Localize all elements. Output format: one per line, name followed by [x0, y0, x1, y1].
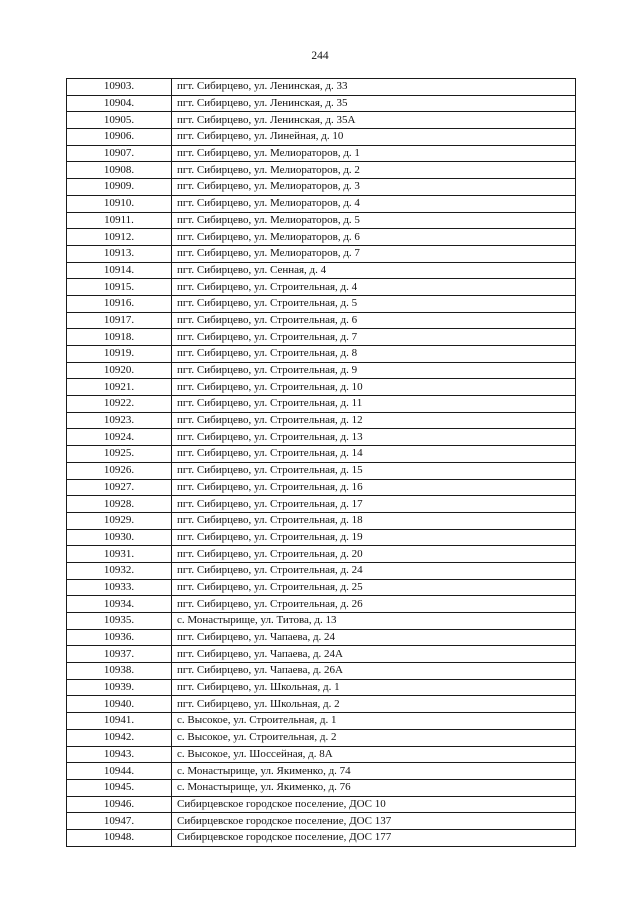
address-cell: пгт. Сибирцево, ул. Строительная, д. 10	[172, 379, 576, 396]
row-number-cell: 10914.	[67, 262, 172, 279]
table-row	[67, 129, 576, 146]
row-number-cell: 10946.	[67, 796, 172, 813]
address-cell: пгт. Сибирцево, ул. Строительная, д. 18	[172, 512, 576, 529]
table-row	[67, 829, 576, 846]
address-cell: пгт. Сибирцево, ул. Строительная, д. 15	[172, 462, 576, 479]
row-number-cell: 10940.	[67, 696, 172, 713]
row-number-cell: 10920.	[67, 362, 172, 379]
table-row	[67, 462, 576, 479]
table-row	[67, 746, 576, 763]
address-cell: пгт. Сибирцево, ул. Строительная, д. 8	[172, 346, 576, 363]
address-cell: пгт. Сибирцево, ул. Линейная, д. 10	[172, 129, 576, 146]
row-number-cell: 10915.	[67, 279, 172, 296]
address-cell: пгт. Сибирцево, ул. Мелиораторов, д. 3	[172, 179, 576, 196]
address-cell: пгт. Сибирцево, ул. Строительная, д. 25	[172, 579, 576, 596]
address-cell: пгт. Сибирцево, ул. Строительная, д. 17	[172, 496, 576, 513]
row-number-cell: 10908.	[67, 162, 172, 179]
row-number-cell: 10931.	[67, 546, 172, 563]
table-row	[67, 579, 576, 596]
table-row	[67, 79, 576, 96]
table-row	[67, 496, 576, 513]
table-row	[67, 613, 576, 630]
row-number-cell: 10904.	[67, 95, 172, 112]
table-row	[67, 779, 576, 796]
address-cell: пгт. Сибирцево, ул. Строительная, д. 5	[172, 295, 576, 312]
table-row	[67, 696, 576, 713]
address-cell: с. Высокое, ул. Строительная, д. 1	[172, 713, 576, 730]
table-row	[67, 162, 576, 179]
address-cell: пгт. Сибирцево, ул. Мелиораторов, д. 5	[172, 212, 576, 229]
table-row	[67, 729, 576, 746]
address-cell: пгт. Сибирцево, ул. Строительная, д. 7	[172, 329, 576, 346]
table-row	[67, 229, 576, 246]
table-row	[67, 195, 576, 212]
address-cell: пгт. Сибирцево, ул. Строительная, д. 14	[172, 446, 576, 463]
table-row	[67, 663, 576, 680]
address-cell: пгт. Сибирцево, ул. Ленинская, д. 35А	[172, 112, 576, 129]
address-cell: пгт. Сибирцево, ул. Мелиораторов, д. 6	[172, 229, 576, 246]
address-cell: пгт. Сибирцево, ул. Мелиораторов, д. 7	[172, 245, 576, 262]
table-row	[67, 546, 576, 563]
row-number-cell: 10916.	[67, 295, 172, 312]
row-number-cell: 10936.	[67, 629, 172, 646]
row-number-cell: 10929.	[67, 512, 172, 529]
row-number-cell: 10934.	[67, 596, 172, 613]
table-row	[67, 412, 576, 429]
address-cell: пгт. Сибирцево, ул. Строительная, д. 19	[172, 529, 576, 546]
address-cell: пгт. Сибирцево, ул. Школьная, д. 1	[172, 679, 576, 696]
row-number-cell: 10928.	[67, 496, 172, 513]
row-number-cell: 10905.	[67, 112, 172, 129]
address-cell: пгт. Сибирцево, ул. Ленинская, д. 33	[172, 79, 576, 96]
address-cell: пгт. Сибирцево, ул. Строительная, д. 16	[172, 479, 576, 496]
address-cell: с. Монастырище, ул. Титова, д. 13	[172, 613, 576, 630]
row-number-cell: 10921.	[67, 379, 172, 396]
row-number-cell: 10945.	[67, 779, 172, 796]
table-row	[67, 646, 576, 663]
address-cell: пгт. Сибирцево, ул. Сенная, д. 4	[172, 262, 576, 279]
row-number-cell: 10926.	[67, 462, 172, 479]
table-row	[67, 95, 576, 112]
address-cell: пгт. Сибирцево, ул. Мелиораторов, д. 2	[172, 162, 576, 179]
table-row	[67, 763, 576, 780]
table-row	[67, 679, 576, 696]
table-row	[67, 295, 576, 312]
row-number-cell: 10903.	[67, 79, 172, 96]
table-row	[67, 112, 576, 129]
row-number-cell: 10948.	[67, 829, 172, 846]
address-cell: с. Монастырище, ул. Якименко, д. 74	[172, 763, 576, 780]
row-number-cell: 10909.	[67, 179, 172, 196]
address-table	[66, 78, 576, 847]
address-cell: с. Высокое, ул. Строительная, д. 2	[172, 729, 576, 746]
address-cell: пгт. Сибирцево, ул. Строительная, д. 12	[172, 412, 576, 429]
row-number-cell: 10941.	[67, 713, 172, 730]
table-row	[67, 813, 576, 830]
address-table-body	[67, 79, 576, 847]
table-row	[67, 145, 576, 162]
address-cell: пгт. Сибирцево, ул. Строительная, д. 6	[172, 312, 576, 329]
row-number-cell: 10913.	[67, 245, 172, 262]
row-number-cell: 10938.	[67, 663, 172, 680]
table-row	[67, 212, 576, 229]
row-number-cell: 10947.	[67, 813, 172, 830]
table-row	[67, 529, 576, 546]
table-row	[67, 629, 576, 646]
address-cell: с. Монастырище, ул. Якименко, д. 76	[172, 779, 576, 796]
table-row	[67, 479, 576, 496]
table-row	[67, 346, 576, 363]
table-row	[67, 279, 576, 296]
table-row	[67, 179, 576, 196]
page-number: 244	[311, 50, 329, 62]
row-number-cell: 10906.	[67, 129, 172, 146]
address-cell: пгт. Сибирцево, ул. Строительная, д. 9	[172, 362, 576, 379]
address-cell: пгт. Сибирцево, ул. Строительная, д. 11	[172, 396, 576, 413]
row-number-cell: 10923.	[67, 412, 172, 429]
address-cell: Сибирцевское городское поселение, ДОС 177	[172, 829, 576, 846]
address-cell: Сибирцевское городское поселение, ДОС 137	[172, 813, 576, 830]
table-row	[67, 329, 576, 346]
table-row	[67, 396, 576, 413]
address-cell: пгт. Сибирцево, ул. Строительная, д. 4	[172, 279, 576, 296]
row-number-cell: 10918.	[67, 329, 172, 346]
table-row	[67, 262, 576, 279]
address-cell: пгт. Сибирцево, ул. Мелиораторов, д. 4	[172, 195, 576, 212]
row-number-cell: 10935.	[67, 613, 172, 630]
row-number-cell: 10924.	[67, 429, 172, 446]
row-number-cell: 10911.	[67, 212, 172, 229]
address-cell: пгт. Сибирцево, ул. Ленинская, д. 35	[172, 95, 576, 112]
row-number-cell: 10925.	[67, 446, 172, 463]
table-row	[67, 245, 576, 262]
row-number-cell: 10939.	[67, 679, 172, 696]
table-row	[67, 362, 576, 379]
address-cell: с. Высокое, ул. Шоссейная, д. 8А	[172, 746, 576, 763]
address-cell: пгт. Сибирцево, ул. Строительная, д. 26	[172, 596, 576, 613]
address-cell: пгт. Сибирцево, ул. Строительная, д. 20	[172, 546, 576, 563]
address-cell: Сибирцевское городское поселение, ДОС 10	[172, 796, 576, 813]
table-row	[67, 379, 576, 396]
table-row	[67, 796, 576, 813]
table-row	[67, 429, 576, 446]
row-number-cell: 10922.	[67, 396, 172, 413]
row-number-cell: 10930.	[67, 529, 172, 546]
row-number-cell: 10907.	[67, 145, 172, 162]
row-number-cell: 10932.	[67, 562, 172, 579]
row-number-cell: 10933.	[67, 579, 172, 596]
address-cell: пгт. Сибирцево, ул. Мелиораторов, д. 1	[172, 145, 576, 162]
address-cell: пгт. Сибирцево, ул. Школьная, д. 2	[172, 696, 576, 713]
table-row	[67, 562, 576, 579]
address-cell: пгт. Сибирцево, ул. Чапаева, д. 24А	[172, 646, 576, 663]
row-number-cell: 10917.	[67, 312, 172, 329]
address-cell: пгт. Сибирцево, ул. Чапаева, д. 24	[172, 629, 576, 646]
table-row	[67, 512, 576, 529]
row-number-cell: 10912.	[67, 229, 172, 246]
table-row	[67, 596, 576, 613]
row-number-cell: 10942.	[67, 729, 172, 746]
row-number-cell: 10937.	[67, 646, 172, 663]
table-row	[67, 312, 576, 329]
address-cell: пгт. Сибирцево, ул. Строительная, д. 13	[172, 429, 576, 446]
table-row	[67, 713, 576, 730]
row-number-cell: 10919.	[67, 346, 172, 363]
row-number-cell: 10944.	[67, 763, 172, 780]
table-row	[67, 446, 576, 463]
row-number-cell: 10910.	[67, 195, 172, 212]
address-cell: пгт. Сибирцево, ул. Строительная, д. 24	[172, 562, 576, 579]
row-number-cell: 10943.	[67, 746, 172, 763]
address-cell: пгт. Сибирцево, ул. Чапаева, д. 26А	[172, 663, 576, 680]
row-number-cell: 10927.	[67, 479, 172, 496]
